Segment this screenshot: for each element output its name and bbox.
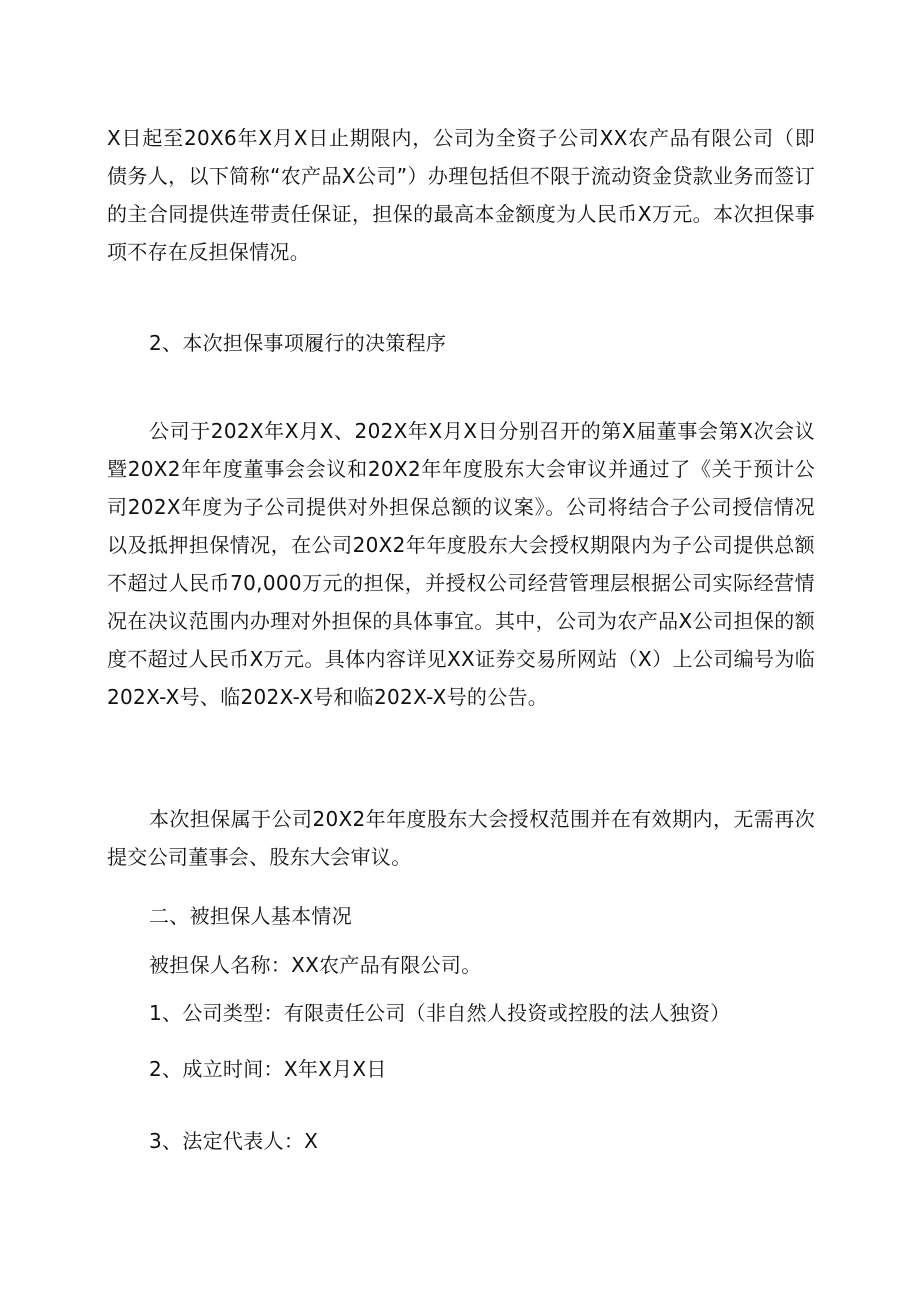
guaranteed-party-name: 被担保人名称：XX农产品有限公司。 <box>149 953 482 977</box>
guaranteed-party-section-heading: 二、被担保人基本情况 <box>149 904 352 928</box>
decision-procedure-heading: 2、本次担保事项履行的决策程序 <box>149 331 447 355</box>
guarantee-summary-paragraph: X日起至20X6年X月X日止期限内，公司为全资子公司XX农产品有限公司（即债务人，以下简称“农产品X公司”）办理包括但不限于流动资金贷款业务而签订的主合同提供连带责任保证，担保的最高本金额度为人民币X万元。本次担保事项不存在反担保情况。 <box>107 126 815 264</box>
decision-procedure-paragraph: 公司于202X年X月X、202X年X月X日分别召开的第X届董事会第X次会议暨20X2年年度董事会会议和20X2年年度股东大会审议并通过了《关于预计公司202X年度为子公司提供对外担保总额的议案》。公司将结合子公司授信情况以及抵押担保情况，在公司20X2年年度股东大会授权期限内为子公司提供总额不超过人民币70,000万元的担保，并授权公司经营管理层根据公司实际经营情况在决议范围内办理对外担保的具体事宜。其中，公司为农产品X公司担保的额度不超过人民币X万元。具体内容详见XX证券交易所网站（X）上公司编号为临202X-X号、临202X-X号和临202X-X号的公告。 <box>107 419 815 709</box>
authorization-scope-paragraph: 本次担保属于公司20X2年年度股东大会授权范围并在有效期内，无需再次提交公司董事会、股东大会审议。 <box>107 807 815 869</box>
company-type-item: 1、公司类型：有限责任公司（非自然人投资或控股的法人独资） <box>149 1001 731 1025</box>
establishment-date-item: 2、成立时间：X年X月X日 <box>149 1057 387 1081</box>
legal-representative-item: 3、法定代表人：X <box>149 1129 319 1153</box>
